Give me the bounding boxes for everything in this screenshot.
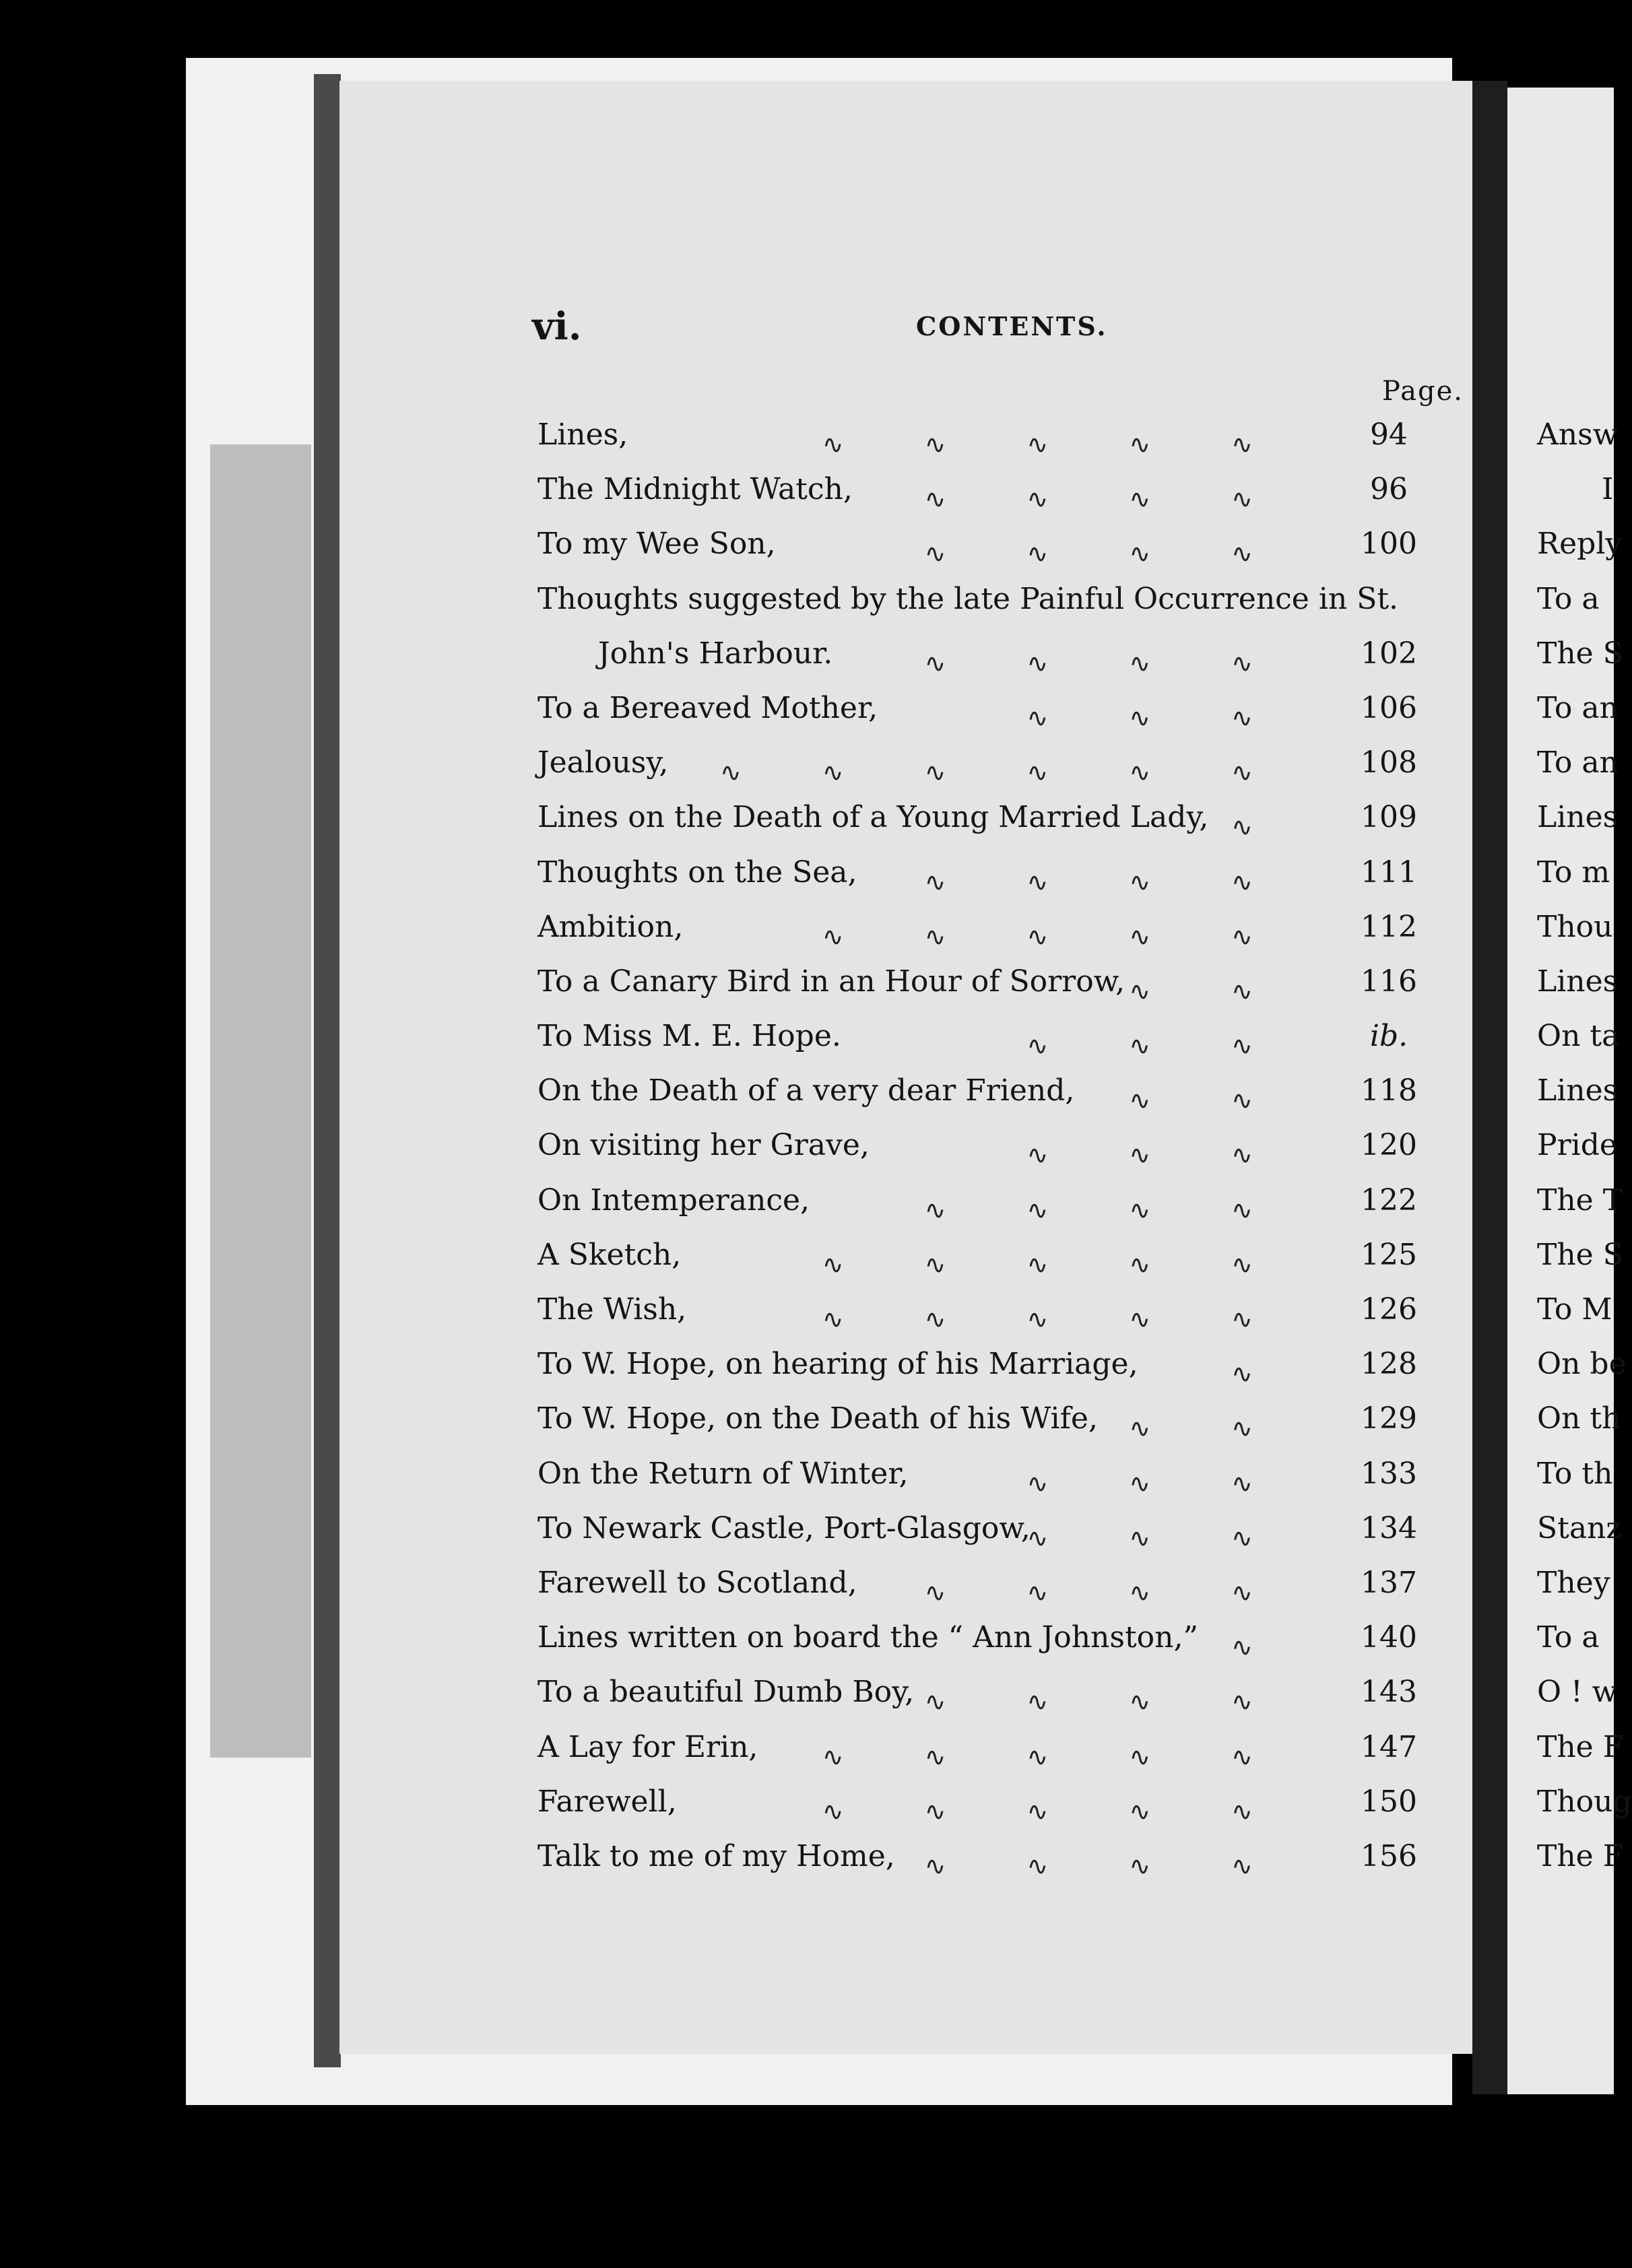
entry-title: To a Bereaved Mother, (537, 690, 878, 725)
entry-title: On visiting her Grave, (537, 1128, 870, 1163)
gutter-strip (210, 444, 311, 1758)
facing-page-line: Stanz (1537, 1510, 1622, 1545)
entry-page-number: 100 (1361, 527, 1417, 562)
entry-page-number: 133 (1361, 1456, 1417, 1491)
contents-entry (519, 1068, 1448, 1123)
facing-page-line: The F (1537, 1729, 1624, 1764)
entry-page-number: 147 (1361, 1729, 1417, 1764)
page-column-label: Page. (1382, 376, 1464, 407)
entry-page-number: 112 (1361, 909, 1417, 944)
facing-page-line: To a (1537, 1620, 1600, 1655)
leader-dashes: ∿∿∿∿ (924, 867, 1334, 897)
entry-page-number: 111 (1361, 855, 1417, 890)
contents-entry (519, 959, 1448, 1013)
leader-dashes: ∿∿∿∿∿ (822, 1304, 1334, 1334)
entry-title: To Miss M. E. Hope. (537, 1019, 841, 1054)
contents-entry (519, 1560, 1448, 1615)
entry-title: To a beautiful Dumb Boy, (537, 1675, 915, 1710)
contents-entry (519, 1669, 1448, 1724)
entry-title: John's Harbour. (598, 636, 833, 671)
entry-title: To my Wee Son, (537, 527, 776, 562)
contents-list (519, 412, 1448, 1888)
entry-title: To Newark Castle, Port-Glasgow, (537, 1510, 1031, 1545)
entry-page-number: 120 (1361, 1128, 1417, 1163)
entry-page-number: 108 (1361, 745, 1417, 780)
page-fold (1472, 81, 1507, 2094)
leader-dashes: ∿∿∿∿ (924, 648, 1334, 678)
facing-page-line: To m (1537, 855, 1610, 890)
leader-dashes: ∿∿∿ (1026, 1140, 1334, 1170)
facing-page-line: Lines (1537, 964, 1619, 999)
entry-title: Lines on the Death of a Young Married Lady, (537, 800, 1209, 835)
contents-entry (519, 1834, 1448, 1888)
leader-dashes: ∿∿∿∿∿ (822, 1249, 1334, 1279)
leader-dashes: ∿ (1231, 1359, 1334, 1389)
leader-dashes: ∿∿∿∿∿ (822, 1796, 1334, 1826)
contents-entry (519, 1013, 1448, 1068)
contents-entry (519, 1232, 1448, 1287)
entry-page-number: 109 (1361, 800, 1417, 835)
contents-entry (519, 904, 1448, 959)
entry-page-number: 96 (1370, 472, 1408, 507)
facing-page-line: Thoug (1537, 1784, 1632, 1819)
leader-dashes: ∿∿∿∿ (924, 1577, 1334, 1607)
entry-page-number: 116 (1361, 964, 1417, 999)
entry-page-number: ib. (1369, 1019, 1408, 1054)
entry-page-number: 125 (1361, 1237, 1417, 1272)
leader-dashes: ∿ (1231, 812, 1334, 842)
contents-entry (519, 1451, 1448, 1506)
contents-entry (519, 1178, 1448, 1232)
entry-page-number: 106 (1361, 690, 1417, 725)
leader-dashes: ∿∿ (1129, 976, 1334, 1006)
contents-entry (519, 521, 1448, 576)
leader-dashes: ∿∿ (1129, 1413, 1334, 1444)
entry-page-number: 134 (1361, 1510, 1417, 1545)
facing-page-line: The S (1537, 636, 1623, 671)
facing-page-line: Lines (1537, 800, 1619, 835)
leader-dashes: ∿∿∿ (1026, 1523, 1334, 1553)
facing-page-line: On ta (1537, 1019, 1620, 1054)
entry-title: Lines, (537, 418, 628, 452)
page-shadow (314, 74, 341, 2067)
contents-entry (519, 850, 1448, 904)
leader-dashes: ∿∿ (1129, 1086, 1334, 1116)
facing-page-line: I (1602, 472, 1614, 507)
entry-page-number: 128 (1361, 1347, 1417, 1382)
leader-dashes: ∿∿∿∿ (924, 539, 1334, 569)
entry-title: Thoughts suggested by the late Painful Occurrence in St. (537, 581, 1399, 616)
contents-entry (519, 1725, 1448, 1779)
facing-page-line: Lines (1537, 1073, 1619, 1108)
contents-entry (519, 1396, 1448, 1450)
leader-dashes: ∿∿∿∿∿∿ (719, 758, 1334, 788)
contents-entry (519, 1123, 1448, 1177)
entry-title: On the Return of Winter, (537, 1456, 909, 1491)
contents-entry (519, 576, 1448, 631)
leader-dashes: ∿∿∿ (1026, 1468, 1334, 1498)
contents-entry (519, 1615, 1448, 1669)
leader-dashes: ∿∿∿∿∿ (822, 921, 1334, 952)
entry-title: On the Death of a very dear Friend, (537, 1073, 1075, 1108)
entry-page-number: 118 (1361, 1073, 1417, 1108)
facing-page-line: To a (1537, 581, 1600, 616)
facing-page-line: The T (1537, 1182, 1623, 1218)
contents-entry (519, 795, 1448, 849)
entry-title: Thoughts on the Sea, (537, 855, 857, 890)
facing-page-line: On be (1537, 1347, 1627, 1382)
entry-title: Farewell, (537, 1784, 677, 1819)
leader-dashes: ∿∿∿ (1026, 702, 1334, 733)
facing-page-line: Reply (1537, 527, 1623, 562)
entry-title: Ambition, (537, 909, 684, 944)
leader-dashes: ∿∿∿∿ (924, 1687, 1334, 1717)
entry-page-number: 156 (1361, 1838, 1417, 1873)
entry-title: To W. Hope, on hearing of his Marriage, (537, 1347, 1138, 1382)
entry-title: Jealousy, (537, 745, 669, 780)
contents-entry (519, 631, 1448, 686)
entry-page-number: 150 (1361, 1784, 1417, 1819)
leader-dashes: ∿∿∿ (1026, 1031, 1334, 1061)
entry-page-number: 126 (1361, 1292, 1417, 1327)
facing-page-line: The S (1537, 1237, 1623, 1272)
facing-page-line: To M (1537, 1292, 1612, 1327)
entry-page-number: 137 (1361, 1565, 1417, 1600)
entry-page-number: 143 (1361, 1675, 1417, 1710)
entry-title: On Intemperance, (537, 1182, 810, 1218)
entry-title: To W. Hope, on the Death of his Wife, (537, 1401, 1098, 1436)
entry-page-number: 122 (1361, 1182, 1417, 1218)
leader-dashes: ∿∿∿∿ (924, 1195, 1334, 1225)
entry-page-number: 129 (1361, 1401, 1417, 1436)
contents-entry (519, 467, 1448, 521)
entry-page-number: 102 (1361, 636, 1417, 671)
leader-dashes: ∿∿∿∿ (924, 484, 1334, 514)
leader-dashes: ∿∿∿∿∿ (822, 430, 1334, 459)
contents-entry (519, 1341, 1448, 1396)
entry-title: A Lay for Erin, (537, 1729, 758, 1764)
leader-dashes: ∿∿∿∿∿ (822, 1741, 1334, 1772)
contents-entry (519, 1779, 1448, 1834)
facing-page-line: Answ (1537, 418, 1619, 452)
contents-entry (519, 1506, 1448, 1560)
contents-entry (519, 740, 1448, 795)
facing-page-line: To an (1537, 745, 1619, 780)
entry-title: Lines written on board the “ Ann Johnston,” (537, 1620, 1198, 1655)
running-head: CONTENTS. (916, 311, 1108, 341)
contents-entry (519, 412, 1448, 467)
entry-title: The Wish, (537, 1292, 687, 1327)
facing-page-line: To th (1537, 1456, 1613, 1491)
facing-page-line: Thou (1537, 909, 1613, 944)
facing-page-line: The F (1537, 1838, 1624, 1873)
entry-title: Farewell to Scotland, (537, 1565, 857, 1600)
page-folio: vi. (532, 304, 582, 349)
leader-dashes: ∿ (1231, 1632, 1334, 1663)
facing-page-line: On th (1537, 1401, 1621, 1436)
entry-title: Talk to me of my Home, (537, 1838, 895, 1873)
facing-page-line: Pride (1537, 1128, 1617, 1163)
entry-page-number: 94 (1370, 418, 1408, 452)
entry-title: To a Canary Bird in an Hour of Sorrow, (537, 964, 1125, 999)
leader-dashes: ∿∿∿∿ (924, 1850, 1334, 1881)
contents-entry (519, 1287, 1448, 1341)
facing-page-line: To an (1537, 690, 1619, 725)
facing-page-line: They (1537, 1565, 1610, 1600)
contents-entry (519, 686, 1448, 740)
facing-page-line: O ! w (1537, 1675, 1618, 1710)
facing-page-fragments (1537, 412, 1632, 1888)
entry-title: The Midnight Watch, (537, 472, 853, 507)
entry-page-number: 140 (1361, 1620, 1417, 1655)
entry-title: A Sketch, (537, 1237, 682, 1272)
